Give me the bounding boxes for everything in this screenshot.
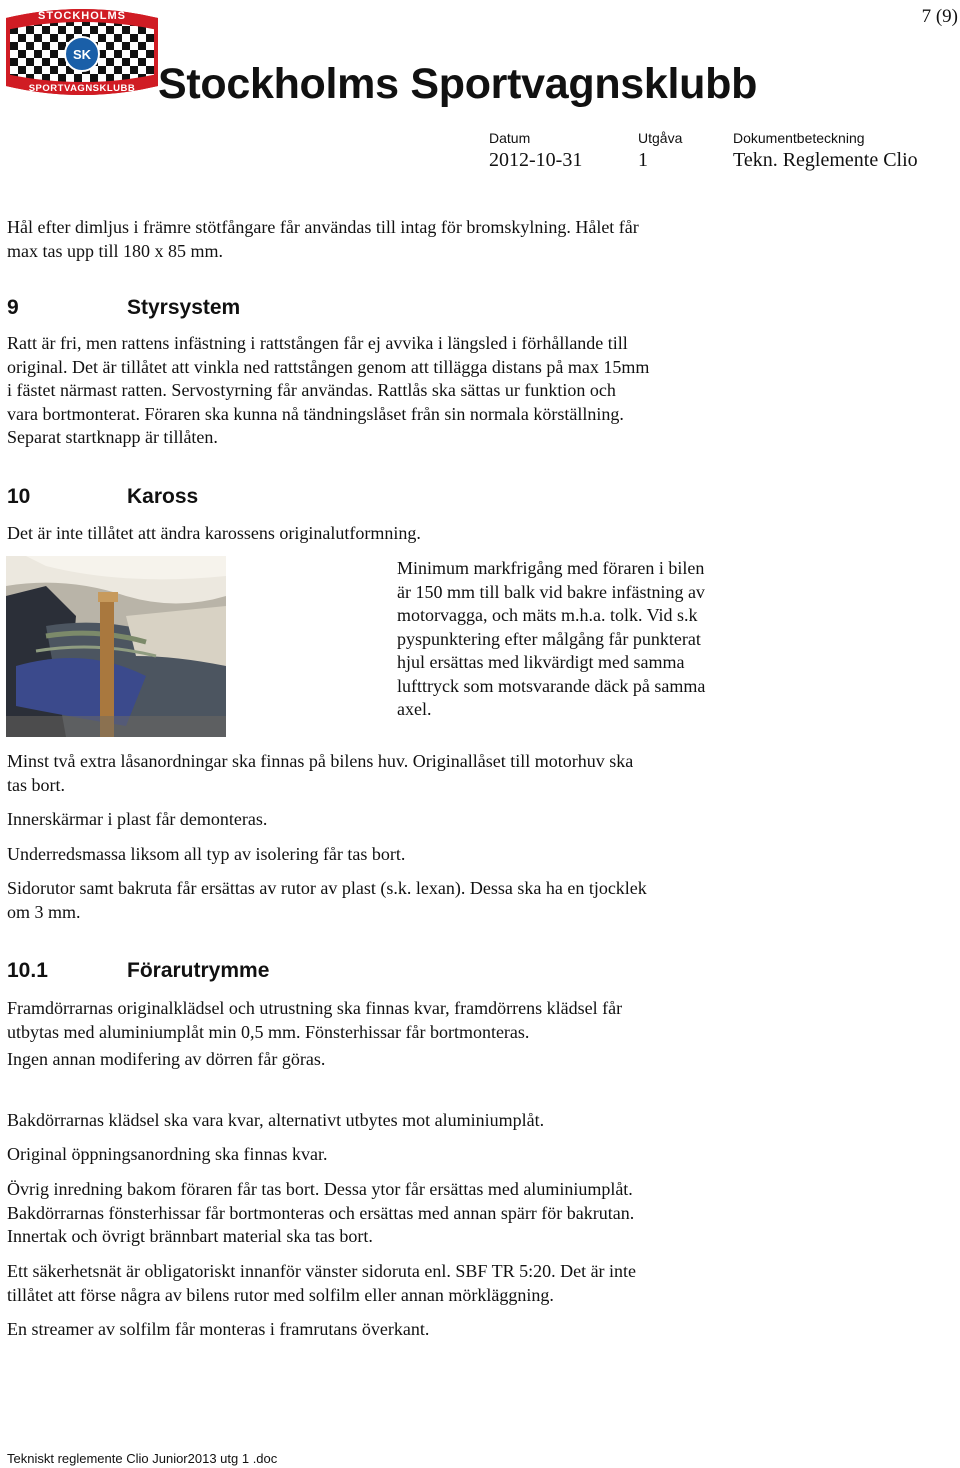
club-logo <box>2 2 162 106</box>
document-id-label: Dokumentbeteckning <box>733 130 865 146</box>
opening-mechanism-paragraph: Original öppningsanordning ska finnas kvar. <box>7 1144 328 1164</box>
section-9-paragraph: Ratt är fri, men rattens infästning i rattstången får ej avvika i längsled i förhållande till original. Det är tillåtet att vinkla ned rattstången genom att tillägga distans på max 15mm i fästet närmast ratten. Servostyrning får användas. Rattlås ska sättas ur funktion och vara bortmonterat. Föraren ska kunna nå tändningslåset från sin normala körställning. Separat startknapp är tillåten. <box>7 333 650 447</box>
section-10-intro: Det är inte tillåtet att ändra karossens originalutformning. <box>7 523 421 543</box>
front-doors-paragraph: Framdörrarnas originalklädsel och utrustning ska finnas kvar, framdörrens klädsel får utbytas med aluminiumplåt min 0,5 mm. Fönsterhissar får bortmonteras. <box>7 998 623 1042</box>
streamer-paragraph: En streamer av solfilm får monteras i framrutans överkant. <box>7 1319 430 1339</box>
hood-locks-paragraph: Minst två extra låsanordningar ska finnas på bilens huv. Originallåset till motorhuv ska tas bort. <box>7 751 634 795</box>
inner-fenders-paragraph: Innerskärmar i plast får demonteras. <box>7 809 268 829</box>
date-value: 2012-10-31 <box>489 149 583 171</box>
page-number: 7 (9) <box>921 6 958 27</box>
intro-paragraph: Hål efter dimljus i främre stötfångare får användas till intag för bromskylning. Hålet får max tas upp till 180 x 85 mm. <box>7 217 639 261</box>
section-10-heading: 10 Kaross <box>7 485 199 508</box>
edition-label: Utgåva <box>638 130 683 146</box>
edition-value: 1 <box>638 149 648 171</box>
windows-paragraph: Sidorutor samt bakruta får ersättas av rutor av plast (s.k. lexan). Dessa ska ha en tjocklek om 3 mm. <box>7 878 647 922</box>
ground-clearance-text: Minimum markfrigång med föraren i bilen är 150 mm till balk vid bakre infästning av motorvagga, och mäts m.h.a. tolk. Vid s.k pyspunktering efter målgång får punkterat hjul ersättas med likvärdigt med samma lufttryck som motsvarande däck på samma axel. <box>397 558 706 719</box>
interior-paragraph: Övrig inredning bakom föraren får tas bort. Dessa ytor får ersättas med aluminiumplåt. Bakdörrarnas fönsterhissar får bortmonteras och ersättas med annan spärr för bakrutan. Innertak och övrigt brännbart material ska tas bort. <box>7 1179 635 1246</box>
rear-doors-paragraph: Bakdörrarnas klädsel ska vara kvar, alternativt utbytes mot aluminiumplåt. <box>7 1110 545 1130</box>
organization-title: Stockholms Sportvagnsklubb <box>158 60 758 108</box>
ground-clearance-photo <box>6 556 226 737</box>
no-modification-paragraph: Ingen annan modifering av dörren får göras. <box>7 1049 326 1069</box>
section-9-heading: 9 Styrsystem <box>7 296 241 319</box>
svg-text:SPORTVAGNSKLUBB: SPORTVAGNSKLUBB <box>28 83 136 94</box>
svg-text:SK: SK <box>72 47 92 62</box>
section-10-1-heading: 10.1 Förarutrymme <box>7 959 270 982</box>
svg-text:STOCKHOLMS: STOCKHOLMS <box>37 10 127 22</box>
document-id-value: Tekn. Reglemente Clio <box>733 149 918 171</box>
underbody-paragraph: Underredsmassa liksom all typ av isolering får tas bort. <box>7 844 406 864</box>
safety-net-paragraph: Ett säkerhetsnät är obligatoriskt innanför vänster sidoruta enl. SBF TR 5:20. Det är inte tillåtet att förse några av bilens rutor med solfilm eller annan mörkläggning. <box>7 1261 637 1305</box>
footer-filename: Tekniskt reglemente Clio Junior2013 utg 1 .doc <box>7 1451 278 1466</box>
date-label: Datum <box>489 130 531 146</box>
